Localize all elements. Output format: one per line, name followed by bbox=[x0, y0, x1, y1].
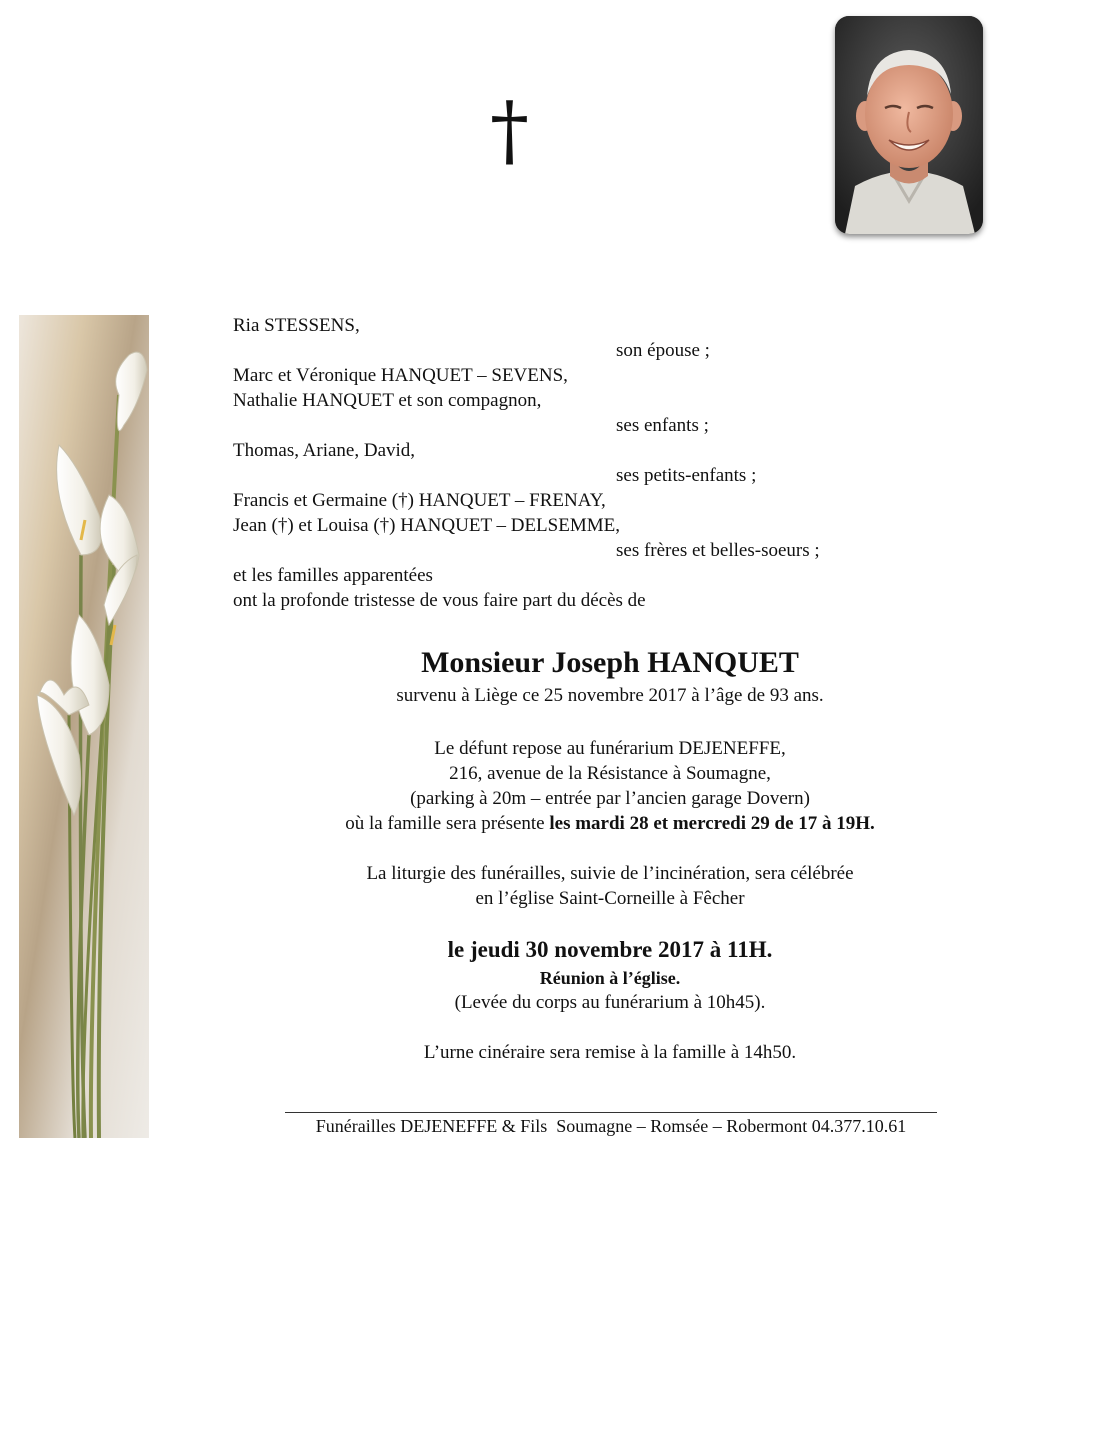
visitation-line: (parking à 20m – entrée par l’ancien garage Dovern) bbox=[410, 788, 810, 809]
visitation-info bbox=[260, 736, 960, 836]
family-member: Ria STESSENS, bbox=[233, 315, 360, 336]
family-role: ses enfants ; bbox=[616, 415, 709, 436]
ceremony-date: le jeudi 30 novembre 2017 à 11H. bbox=[447, 937, 773, 962]
family-member: Thomas, Ariane, David, bbox=[233, 440, 416, 461]
deceased-name: Monsieur Joseph HANQUET bbox=[421, 646, 799, 679]
ceremony-info bbox=[260, 861, 960, 911]
reunion-note: Réunion à l’église. bbox=[539, 968, 681, 988]
cross-symbol: † bbox=[490, 86, 529, 176]
family-member: Marc et Véronique HANQUET – SEVENS, bbox=[233, 365, 568, 386]
family-member: Nathalie HANQUET et son compagnon, bbox=[233, 390, 542, 411]
family-member: ont la profonde tristesse de vous faire part du décès de bbox=[233, 590, 646, 611]
family-role: ses frères et belles-soeurs ; bbox=[616, 540, 820, 561]
lily-decoration-image bbox=[19, 315, 149, 1138]
family-role: son épouse ; bbox=[616, 340, 710, 361]
ceremony-line: en l’église Saint-Corneille à Fêcher bbox=[475, 888, 745, 909]
footer-funeral-home: Funérailles DEJENEFFE & Fils Soumagne – Romsée – Robermont 04.377.10.61 bbox=[315, 1116, 907, 1136]
family-member: Francis et Germaine (†) HANQUET – FRENAY, bbox=[233, 490, 606, 511]
levee-note: (Levée du corps au funérarium à 10h45). bbox=[454, 992, 766, 1013]
visitation-dates: les mardi 28 et mercredi 29 de 17 à 19H. bbox=[549, 813, 875, 834]
visitation-hours bbox=[260, 811, 960, 836]
family-member: et les familles apparentées bbox=[233, 565, 433, 586]
portrait-photo bbox=[835, 16, 983, 234]
family-announcement bbox=[233, 313, 953, 613]
visitation-line: 216, avenue de la Résistance à Soumagne, bbox=[449, 763, 771, 784]
visitation-line: Le défunt repose au funérarium DEJENEFFE, bbox=[434, 738, 786, 759]
family-role: ses petits-enfants ; bbox=[616, 465, 757, 486]
deceased-details: survenu à Liège ce 25 novembre 2017 à l’âge de 93 ans. bbox=[396, 685, 824, 706]
urn-note: L’urne cinéraire sera remise à la famille à 14h50. bbox=[423, 1042, 797, 1063]
visitation-prefix: où la famille sera présente bbox=[345, 813, 550, 834]
footer-divider bbox=[285, 1112, 937, 1113]
family-member: Jean (†) et Louisa (†) HANQUET – DELSEMME, bbox=[233, 515, 620, 536]
ceremony-line: La liturgie des funérailles, suivie de l’incinération, sera célébrée bbox=[366, 863, 854, 884]
